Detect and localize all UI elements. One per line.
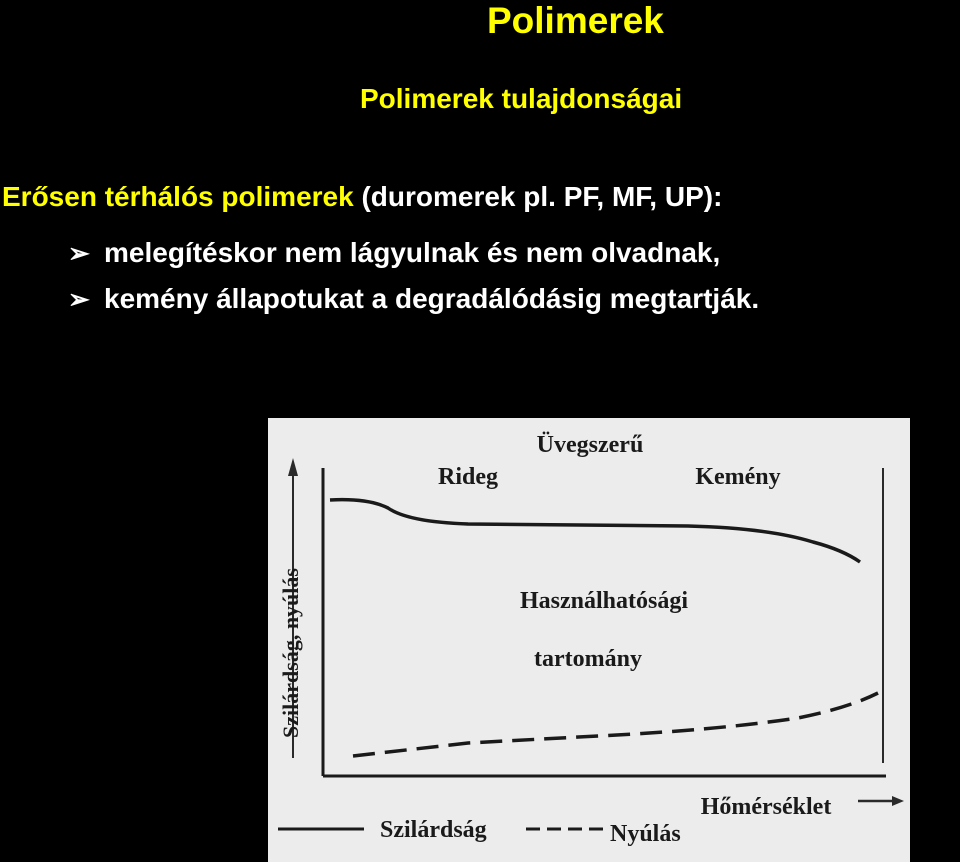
strength-curve <box>330 500 860 562</box>
bullet-item <box>68 282 759 316</box>
y-axis-label: Szilárdság, nyúlás <box>278 568 303 738</box>
label-usability-2: tartomány <box>534 646 642 672</box>
property-diagram <box>268 418 910 862</box>
section-heading-highlight: Erősen térhálós polimerek <box>2 181 354 212</box>
legend-solid-label: Szilárdság <box>380 817 487 843</box>
bullet-item <box>68 236 720 270</box>
x-axis-label: Hőmérséklet <box>700 794 832 820</box>
slide-title: Polimerek <box>487 0 664 41</box>
section-heading-rest: (duromerek pl. PF, MF, UP): <box>353 181 723 212</box>
legend-dashed-label: Nyúlás <box>610 821 681 847</box>
arrow-bullet-icon: ➢ <box>68 284 90 314</box>
label-glassy: Üvegszerű <box>536 432 644 458</box>
y-axis-arrow-head <box>288 458 298 476</box>
label-hard: Kemény <box>695 464 781 490</box>
x-axis-arrow-head <box>892 796 904 806</box>
bullet-text: kemény állapotukat a degradálódásig megtartják. <box>104 283 760 314</box>
arrow-bullet-icon: ➢ <box>68 238 90 268</box>
section-heading <box>2 180 722 214</box>
label-brittle: Rideg <box>438 464 498 490</box>
elongation-curve <box>353 693 878 756</box>
label-usability-1: Használhatósági <box>519 588 689 614</box>
slide-subtitle: Polimerek tulajdonságai <box>360 83 683 114</box>
bullet-text: melegítéskor nem lágyulnak és nem olvadnak, <box>104 237 721 268</box>
